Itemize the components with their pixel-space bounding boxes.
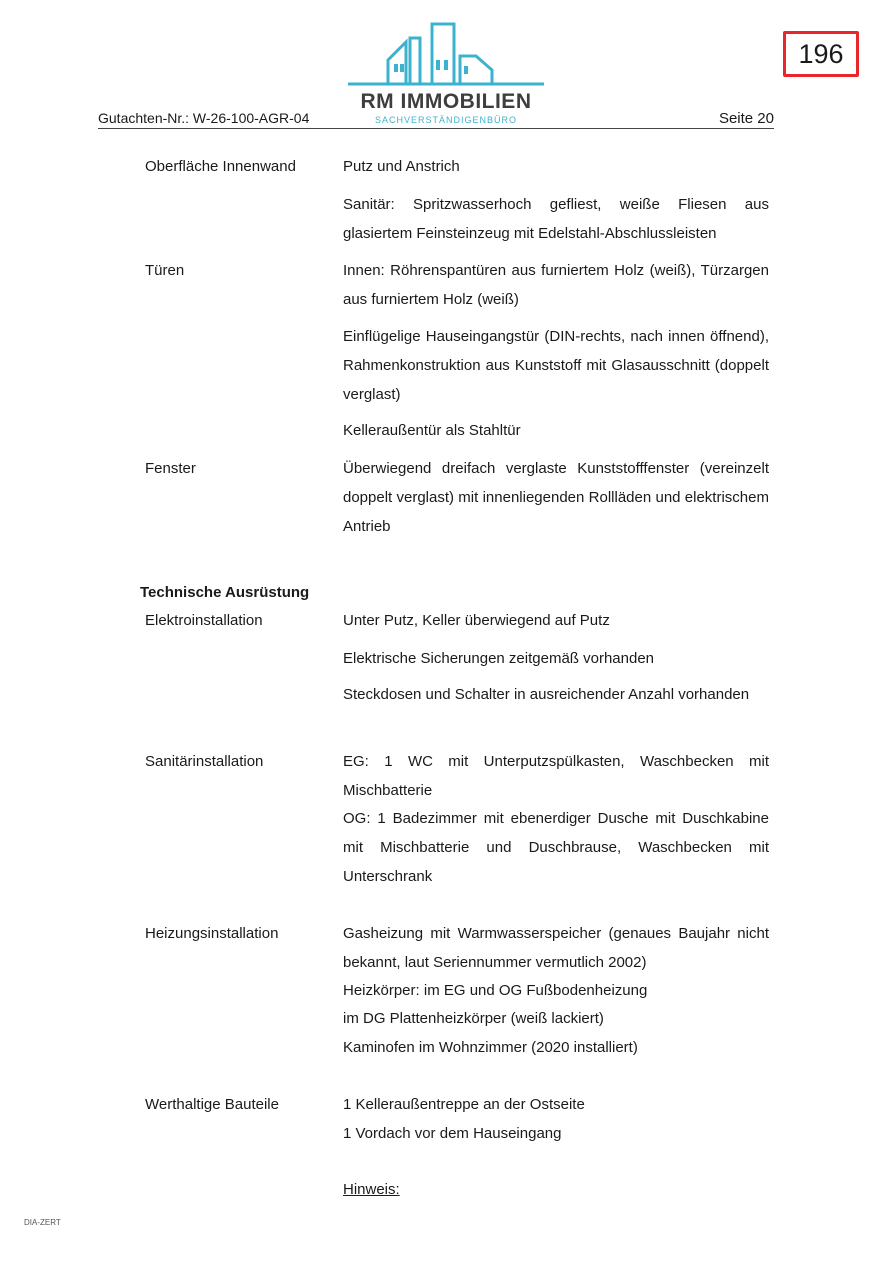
text-tueren-p3: Kelleraußentür als Stahltür: [343, 422, 521, 439]
text-oberflaeche-p2: Sanitär: Spritzwasserhoch gefliest, weiße Fliesen aus glasiertem Feinsteinzeug mit Edelstahl-Abschlussleisten: [343, 196, 769, 242]
logo-title: RM IMMOBILIEN: [360, 90, 532, 113]
section-title-technische-ausruestung: Technische Ausrüstung: [140, 584, 310, 601]
text-heizung-p1: Gasheizung mit Warmwasserspeicher (genaues Baujahr nicht bekannt, laut Seriennummer vermutlich 2002): [343, 925, 769, 971]
text-fenster-p1: Überwiegend dreifach verglaste Kunststofffenster (vereinzelt doppelt verglast) mit innenliegenden Rollläden und elektrischem Antrieb: [343, 460, 769, 535]
text-tueren-p2: Einflügelige Hauseingangstür (DIN-rechts, nach innen öffnend), Rahmenkonstruktion aus Kunststoff mit Glasausschnitt (doppelt verglast): [343, 328, 769, 403]
footer-mark: DIA-ZERT: [24, 1218, 61, 1227]
label-sanitaerinstallation: Sanitärinstallation: [145, 753, 264, 770]
logo-subtitle: SACHVERSTÄNDIGENBÜRO: [374, 115, 518, 125]
label-werthaltige-bauteile: Werthaltige Bauteile: [145, 1096, 279, 1113]
text-elektro-p3: Steckdosen und Schalter in ausreichender Anzahl vorhanden: [343, 686, 750, 703]
text-heizung-p4: Kaminofen im Wohnzimmer (2020 installiert): [343, 1039, 638, 1056]
label-oberflaeche-innenwand: Oberfläche Innenwand: [145, 158, 296, 175]
document-number: Gutachten-Nr.: W-26-100-AGR-04: [98, 110, 310, 126]
text-sanitaer-p2: OG: 1 Badezimmer mit ebenerdiger Dusche mit Duschkabine mit Mischbatterie und Duschbrause, Waschbecken mit Unterschrank: [343, 810, 769, 885]
label-tueren: Türen: [145, 262, 185, 279]
label-heizungsinstallation: Heizungsinstallation: [145, 925, 279, 942]
hint-heading: Hinweis:: [343, 1181, 400, 1198]
page-badge: [783, 31, 859, 77]
text-sanitaer-p1: EG: 1 WC mit Unterputzspülkasten, Waschbecken mit Mischbatterie: [343, 753, 769, 799]
text-heizung-p2: Heizkörper: im EG und OG Fußbodenheizung: [343, 982, 648, 999]
text-werthaltig-p1: 1 Kelleraußentreppe an der Ostseite: [343, 1096, 585, 1113]
company-logo: [348, 22, 544, 130]
badge-number: 196: [798, 38, 844, 69]
buildings-icon: [348, 22, 544, 88]
text-oberflaeche-p1: Putz und Anstrich: [343, 158, 460, 175]
text-elektro-p2: Elektrische Sicherungen zeitgemäß vorhanden: [343, 650, 655, 667]
label-elektroinstallation: Elektroinstallation: [145, 612, 263, 629]
page-number: Seite 20: [718, 110, 774, 127]
text-heizung-p3: im DG Plattenheizkörper (weiß lackiert): [343, 1010, 604, 1027]
label-fenster: Fenster: [145, 460, 196, 477]
text-werthaltig-p2: 1 Vordach vor dem Hauseingang: [343, 1125, 562, 1142]
text-elektro-p1: Unter Putz, Keller überwiegend auf Putz: [343, 612, 610, 629]
text-tueren-p1: Innen: Röhrenspantüren aus furniertem Holz (weiß), Türzargen aus furniertem Holz (weiß): [343, 262, 769, 308]
